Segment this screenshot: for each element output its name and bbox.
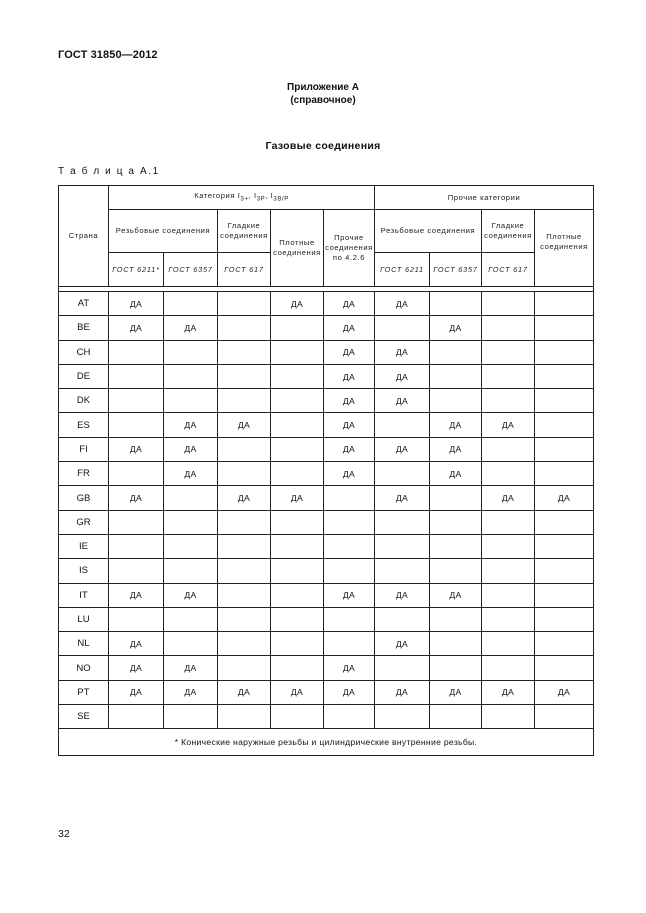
value-cell (164, 559, 218, 583)
value-cell: ДА (375, 364, 430, 388)
value-cell: ДА (430, 413, 482, 437)
value-cell (482, 534, 535, 558)
value-cell: ДА (375, 583, 430, 607)
value-cell (218, 583, 271, 607)
value-cell (535, 389, 594, 413)
header-dense-other-label: Плотные соединения (540, 231, 588, 251)
value-cell (430, 632, 482, 656)
value-cell: ДА (430, 680, 482, 704)
value-cell (375, 656, 430, 680)
value-cell (482, 340, 535, 364)
value-cell (218, 510, 271, 534)
value-cell (482, 705, 535, 729)
header-other-categories: Прочие категории (375, 186, 594, 210)
value-cell (482, 559, 535, 583)
value-cell (535, 364, 594, 388)
value-cell (218, 462, 271, 486)
value-cell: ДА (430, 437, 482, 461)
value-cell (218, 437, 271, 461)
value-cell: ДА (324, 462, 375, 486)
value-cell (271, 316, 324, 340)
value-cell (164, 607, 218, 631)
value-cell (482, 510, 535, 534)
value-cell: ДА (375, 680, 430, 704)
header-gost-617-other: ГОСТ 617 (482, 253, 535, 287)
country-cell: DK (59, 389, 109, 413)
value-cell (535, 607, 594, 631)
value-cell (482, 583, 535, 607)
table-row (59, 292, 594, 316)
value-cell (430, 607, 482, 631)
value-cell: ДА (109, 583, 164, 607)
value-cell (375, 559, 430, 583)
value-cell: ДА (324, 680, 375, 704)
country-cell: IE (59, 534, 109, 558)
country-cell: GR (59, 510, 109, 534)
value-cell (271, 583, 324, 607)
country-cell: LU (59, 607, 109, 631)
value-cell (482, 316, 535, 340)
header-threaded-other: Резьбовые соединения (375, 210, 482, 253)
table-row (59, 316, 594, 340)
country-cell: PT (59, 680, 109, 704)
country-cell: FI (59, 437, 109, 461)
value-cell (164, 632, 218, 656)
country-cell: FR (59, 462, 109, 486)
value-cell (109, 607, 164, 631)
value-cell (482, 364, 535, 388)
value-cell (482, 292, 535, 316)
header-category-sub-3: 3B/P (273, 196, 289, 203)
value-cell (430, 534, 482, 558)
table-row (59, 437, 594, 461)
value-cell (535, 656, 594, 680)
header-gost-6211: ГОСТ 6211* (109, 253, 164, 287)
value-cell: ДА (430, 316, 482, 340)
appendix-subtitle: (справочное) (290, 95, 356, 106)
value-cell (535, 462, 594, 486)
value-cell: ДА (375, 340, 430, 364)
value-cell (535, 413, 594, 437)
table-header (59, 186, 594, 287)
header-gost-617: ГОСТ 617 (218, 253, 271, 287)
value-cell (164, 340, 218, 364)
header-category-sub-2: 3P (256, 196, 266, 203)
value-cell (271, 632, 324, 656)
table-row (59, 486, 594, 510)
value-cell (109, 534, 164, 558)
value-cell: ДА (109, 632, 164, 656)
value-cell: ДА (535, 486, 594, 510)
value-cell: ДА (164, 437, 218, 461)
value-cell: ДА (375, 486, 430, 510)
value-cell (430, 389, 482, 413)
country-cell: NO (59, 656, 109, 680)
value-cell (535, 632, 594, 656)
value-cell (218, 705, 271, 729)
table-footer (59, 729, 594, 756)
value-cell (218, 340, 271, 364)
appendix-title: Приложение А (287, 82, 359, 93)
value-cell (324, 607, 375, 631)
table-row (59, 656, 594, 680)
header-threaded: Резьбовые соединения (109, 210, 218, 253)
value-cell: ДА (324, 364, 375, 388)
value-cell (218, 632, 271, 656)
appendix-heading (0, 81, 646, 107)
value-cell: ДА (324, 292, 375, 316)
value-cell (218, 559, 271, 583)
value-cell (375, 462, 430, 486)
page-number: 32 (58, 828, 70, 840)
header-dense-other (535, 210, 594, 287)
value-cell: ДА (164, 680, 218, 704)
header-category-prefix: Категория I (194, 190, 241, 200)
country-cell: ES (59, 413, 109, 437)
table-body (59, 287, 594, 729)
value-cell: ДА (375, 292, 430, 316)
value-cell (109, 510, 164, 534)
value-cell (164, 510, 218, 534)
value-cell: ДА (218, 486, 271, 510)
value-cell (430, 486, 482, 510)
value-cell (218, 364, 271, 388)
value-cell (324, 632, 375, 656)
value-cell: ДА (375, 389, 430, 413)
value-cell: ДА (324, 316, 375, 340)
value-cell: ДА (109, 316, 164, 340)
value-cell (164, 534, 218, 558)
value-cell (324, 559, 375, 583)
header-country: Страна (59, 186, 109, 287)
header-smooth-other: Гладкие соединения (482, 210, 535, 253)
value-cell (482, 632, 535, 656)
country-cell: DE (59, 364, 109, 388)
table-row (59, 534, 594, 558)
value-cell: ДА (324, 413, 375, 437)
value-cell (109, 462, 164, 486)
header-category-sub-1: 3+ (240, 196, 249, 203)
header-other-connections: Прочие соединения по 4.2.6 (324, 210, 375, 287)
section-title: Газовые соединения (265, 140, 381, 152)
value-cell (535, 292, 594, 316)
value-cell (482, 437, 535, 461)
country-cell: CH (59, 340, 109, 364)
table-row (59, 583, 594, 607)
table-row (59, 364, 594, 388)
value-cell: ДА (375, 632, 430, 656)
value-cell (218, 656, 271, 680)
value-cell: ДА (164, 413, 218, 437)
value-cell: ДА (271, 292, 324, 316)
value-cell: ДА (109, 656, 164, 680)
table-row (59, 632, 594, 656)
value-cell (164, 705, 218, 729)
value-cell (482, 656, 535, 680)
table-row (59, 680, 594, 704)
value-cell (430, 364, 482, 388)
value-cell: ДА (430, 583, 482, 607)
value-cell (271, 389, 324, 413)
table-row (59, 413, 594, 437)
value-cell (164, 389, 218, 413)
header-gost-6357-other: ГОСТ 6357 (430, 253, 482, 287)
value-cell (271, 462, 324, 486)
table-row (59, 462, 594, 486)
value-cell (324, 534, 375, 558)
value-cell (430, 340, 482, 364)
value-cell (271, 437, 324, 461)
value-cell: ДА (324, 340, 375, 364)
standard-number: ГОСТ 31850—2012 (58, 49, 158, 61)
table-row (59, 559, 594, 583)
value-cell (430, 292, 482, 316)
header-dense: Плотные соединения (271, 210, 324, 287)
value-cell (271, 607, 324, 631)
value-cell (218, 389, 271, 413)
value-cell: ДА (324, 583, 375, 607)
value-cell (324, 486, 375, 510)
value-cell: ДА (109, 292, 164, 316)
value-cell: ДА (164, 583, 218, 607)
value-cell (324, 510, 375, 534)
table-row (59, 389, 594, 413)
value-cell (218, 292, 271, 316)
value-cell (218, 534, 271, 558)
table-caption: Т а б л и ц а А.1 (58, 166, 160, 177)
header-category-sep-1: , I (248, 190, 257, 200)
value-cell: ДА (324, 437, 375, 461)
value-cell (164, 486, 218, 510)
value-cell (271, 510, 324, 534)
value-cell (271, 413, 324, 437)
value-cell (430, 510, 482, 534)
value-cell: ДА (218, 413, 271, 437)
table-footnote: * Конические наружные резьбы и цилиндрические внутренние резьбы. (59, 729, 594, 756)
header-category-i3 (109, 186, 375, 210)
value-cell: ДА (375, 437, 430, 461)
value-cell (164, 292, 218, 316)
header-gost-6211-other: ГОСТ 6211 (375, 253, 430, 287)
value-cell (375, 534, 430, 558)
value-cell (271, 705, 324, 729)
value-cell (375, 316, 430, 340)
value-cell (482, 462, 535, 486)
table-row (59, 340, 594, 364)
value-cell (375, 607, 430, 631)
value-cell (324, 705, 375, 729)
value-cell: ДА (482, 413, 535, 437)
country-cell: BE (59, 316, 109, 340)
value-cell (109, 389, 164, 413)
value-cell (375, 705, 430, 729)
table-row (59, 705, 594, 729)
value-cell (482, 389, 535, 413)
value-cell: ДА (164, 316, 218, 340)
value-cell (271, 534, 324, 558)
country-cell: NL (59, 632, 109, 656)
value-cell (109, 705, 164, 729)
value-cell (218, 607, 271, 631)
table-row (59, 510, 594, 534)
value-cell (109, 364, 164, 388)
value-cell (535, 437, 594, 461)
value-cell (271, 340, 324, 364)
value-cell: ДА (218, 680, 271, 704)
value-cell (482, 607, 535, 631)
value-cell (430, 705, 482, 729)
value-cell (535, 559, 594, 583)
country-cell: IT (59, 583, 109, 607)
value-cell (375, 510, 430, 534)
value-cell: ДА (109, 680, 164, 704)
value-cell: ДА (109, 437, 164, 461)
value-cell: ДА (109, 486, 164, 510)
value-cell: ДА (164, 656, 218, 680)
value-cell: ДА (324, 656, 375, 680)
value-cell (109, 413, 164, 437)
value-cell: ДА (271, 680, 324, 704)
country-cell: GB (59, 486, 109, 510)
value-cell (164, 364, 218, 388)
value-cell (535, 510, 594, 534)
value-cell: ДА (271, 486, 324, 510)
value-cell (271, 656, 324, 680)
value-cell: ДА (482, 680, 535, 704)
value-cell: ДА (535, 680, 594, 704)
value-cell (271, 364, 324, 388)
value-cell (375, 413, 430, 437)
value-cell: ДА (164, 462, 218, 486)
value-cell (109, 559, 164, 583)
gas-connections-table (58, 185, 594, 756)
value-cell (430, 656, 482, 680)
table-row (59, 607, 594, 631)
value-cell (218, 316, 271, 340)
header-category-sep-2: , I (265, 190, 274, 200)
value-cell: ДА (482, 486, 535, 510)
country-cell: SE (59, 705, 109, 729)
header-smooth: Гладкие соединения (218, 210, 271, 253)
value-cell (430, 559, 482, 583)
value-cell (535, 534, 594, 558)
value-cell: ДА (324, 389, 375, 413)
country-cell: AT (59, 292, 109, 316)
value-cell (535, 705, 594, 729)
value-cell (535, 340, 594, 364)
value-cell (535, 316, 594, 340)
country-cell: IS (59, 559, 109, 583)
header-gost-6357: ГОСТ 6357 (164, 253, 218, 287)
value-cell (271, 559, 324, 583)
value-cell: ДА (430, 462, 482, 486)
value-cell (109, 340, 164, 364)
value-cell (535, 583, 594, 607)
